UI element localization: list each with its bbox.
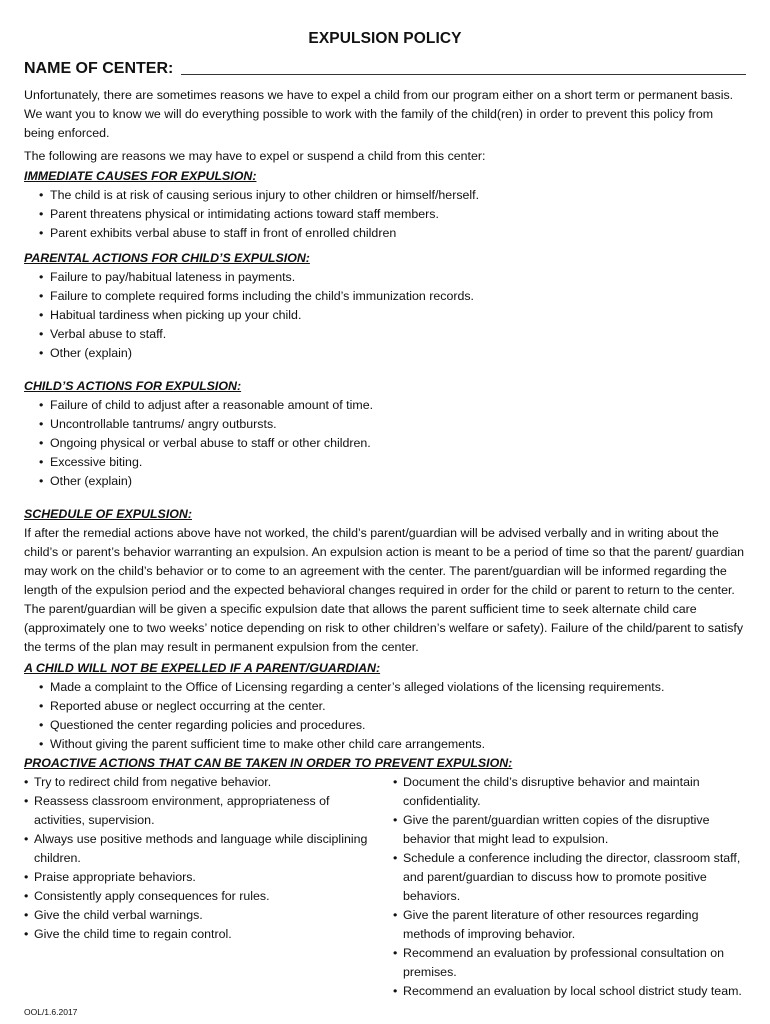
list-item: • Excessive biting. bbox=[39, 453, 746, 472]
list-item: • Praise appropriate behaviors. bbox=[24, 868, 377, 887]
list-item: • Other (explain) bbox=[39, 472, 746, 491]
name-of-center-row bbox=[24, 60, 746, 78]
document-title: EXPULSION POLICY bbox=[308, 30, 462, 47]
proactive-heading: PROACTIVE ACTIONS THAT CAN BE TAKEN IN ORDER TO PREVENT EXPULSION: bbox=[24, 756, 513, 770]
parental-actions-heading: PARENTAL ACTIONS FOR CHILD’S EXPULSION: bbox=[24, 251, 310, 265]
list-item: • Reported abuse or neglect occurring at the center. bbox=[39, 697, 746, 716]
schedule-heading: SCHEDULE OF EXPULSION: bbox=[24, 507, 192, 521]
proactive-right-column bbox=[393, 773, 746, 1001]
name-of-center-label: NAME OF CENTER: bbox=[24, 60, 174, 77]
proactive-right-list bbox=[393, 773, 746, 1001]
list-item: • Schedule a conference including the director, classroom staff, and parent/guardian to discuss how to promote positive behaviors. bbox=[393, 849, 746, 906]
list-item: • Failure of child to adjust after a reasonable amount of time. bbox=[39, 396, 746, 415]
proactive-columns bbox=[24, 773, 746, 1001]
reasons-intro: The following are reasons we may have to expel or suspend a child from this center: bbox=[24, 149, 486, 163]
list-item: • Parent threatens physical or intimidating actions toward staff members. bbox=[39, 205, 746, 224]
list-item: • Recommend an evaluation by professional consultation on premises. bbox=[393, 944, 746, 982]
list-item: • Give the parent/guardian written copies of the disruptive behavior that might lead to expulsion. bbox=[393, 811, 746, 849]
list-item: • Failure to complete required forms including the child’s immunization records. bbox=[39, 287, 746, 306]
list-item: • Give the child verbal warnings. bbox=[24, 906, 377, 925]
list-item: • Give the child time to regain control. bbox=[24, 925, 377, 944]
proactive-left-column bbox=[24, 773, 377, 1001]
list-item: • Habitual tardiness when picking up your child. bbox=[39, 306, 746, 325]
name-of-center-field[interactable] bbox=[181, 60, 746, 75]
list-item: • Uncontrollable tantrums/ angry outbursts. bbox=[39, 415, 746, 434]
list-item: • Document the child’s disruptive behavior and maintain confidentiality. bbox=[393, 773, 746, 811]
parental-actions-list bbox=[39, 268, 746, 363]
list-item: • Reassess classroom environment, appropriateness of activities, supervision. bbox=[24, 792, 377, 830]
list-item: • Parent exhibits verbal abuse to staff in front of enrolled children bbox=[39, 224, 746, 243]
not-expelled-list bbox=[39, 678, 746, 754]
footer-code: OOL/1.6.2017 bbox=[24, 1007, 78, 1017]
schedule-paragraph: If after the remedial actions above have not worked, the child’s parent/guardian will be advised verbally and in writing about the child’s or parent’s behavior warranting an expulsion. An expulsion action is meant to be a period of time so that the parent/ guardian may work on the child’s behavior or to come to an agreement with the center. The parent/guardian will be informed regarding the length of the expulsion period and the expected behavioral changes required in order for the child or parent to return to the center. The parent/guardian will be given a specific expulsion date that allows the parent sufficient time to seek alternate child care (approximately one to two weeks’ notice depending on risk to other children’s welfare or safety). Failure of the child/parent to satisfy the terms of the plan may result in permanent expulsion from the center. bbox=[24, 526, 745, 654]
immediate-causes-list bbox=[39, 186, 746, 243]
intro-paragraph: Unfortunately, there are sometimes reasons we have to expel a child from our program either on a short term or permanent basis. We want you to know we will do everything possible to work with the family of the child(ren) in order to prevent this policy from being enforced. bbox=[24, 88, 734, 140]
list-item: • Verbal abuse to staff. bbox=[39, 325, 746, 344]
list-item: • Always use positive methods and language while disciplining children. bbox=[24, 830, 377, 868]
child-actions-list bbox=[39, 396, 746, 491]
list-item: • Made a complaint to the Office of Licensing regarding a center’s alleged violations of the licensing requirements. bbox=[39, 678, 746, 697]
list-item: • Try to redirect child from negative behavior. bbox=[24, 773, 377, 792]
list-item: • Other (explain) bbox=[39, 344, 746, 363]
list-item: • Questioned the center regarding policies and procedures. bbox=[39, 716, 746, 735]
list-item: • Recommend an evaluation by local school district study team. bbox=[393, 982, 746, 1001]
list-item: • Ongoing physical or verbal abuse to staff or other children. bbox=[39, 434, 746, 453]
list-item: • The child is at risk of causing serious injury to other children or himself/herself. bbox=[39, 186, 746, 205]
list-item: • Failure to pay/habitual lateness in payments. bbox=[39, 268, 746, 287]
list-item: • Consistently apply consequences for rules. bbox=[24, 887, 377, 906]
list-item: • Give the parent literature of other resources regarding methods of improving behavior. bbox=[393, 906, 746, 944]
immediate-causes-heading: IMMEDIATE CAUSES FOR EXPULSION: bbox=[24, 169, 257, 183]
proactive-left-list bbox=[24, 773, 377, 944]
list-item: • Without giving the parent sufficient time to make other child care arrangements. bbox=[39, 735, 746, 754]
not-expelled-heading: A CHILD WILL NOT BE EXPELLED IF A PARENT/GUARDIAN: bbox=[24, 661, 381, 675]
child-actions-heading: CHILD’S ACTIONS FOR EXPULSION: bbox=[24, 379, 242, 393]
